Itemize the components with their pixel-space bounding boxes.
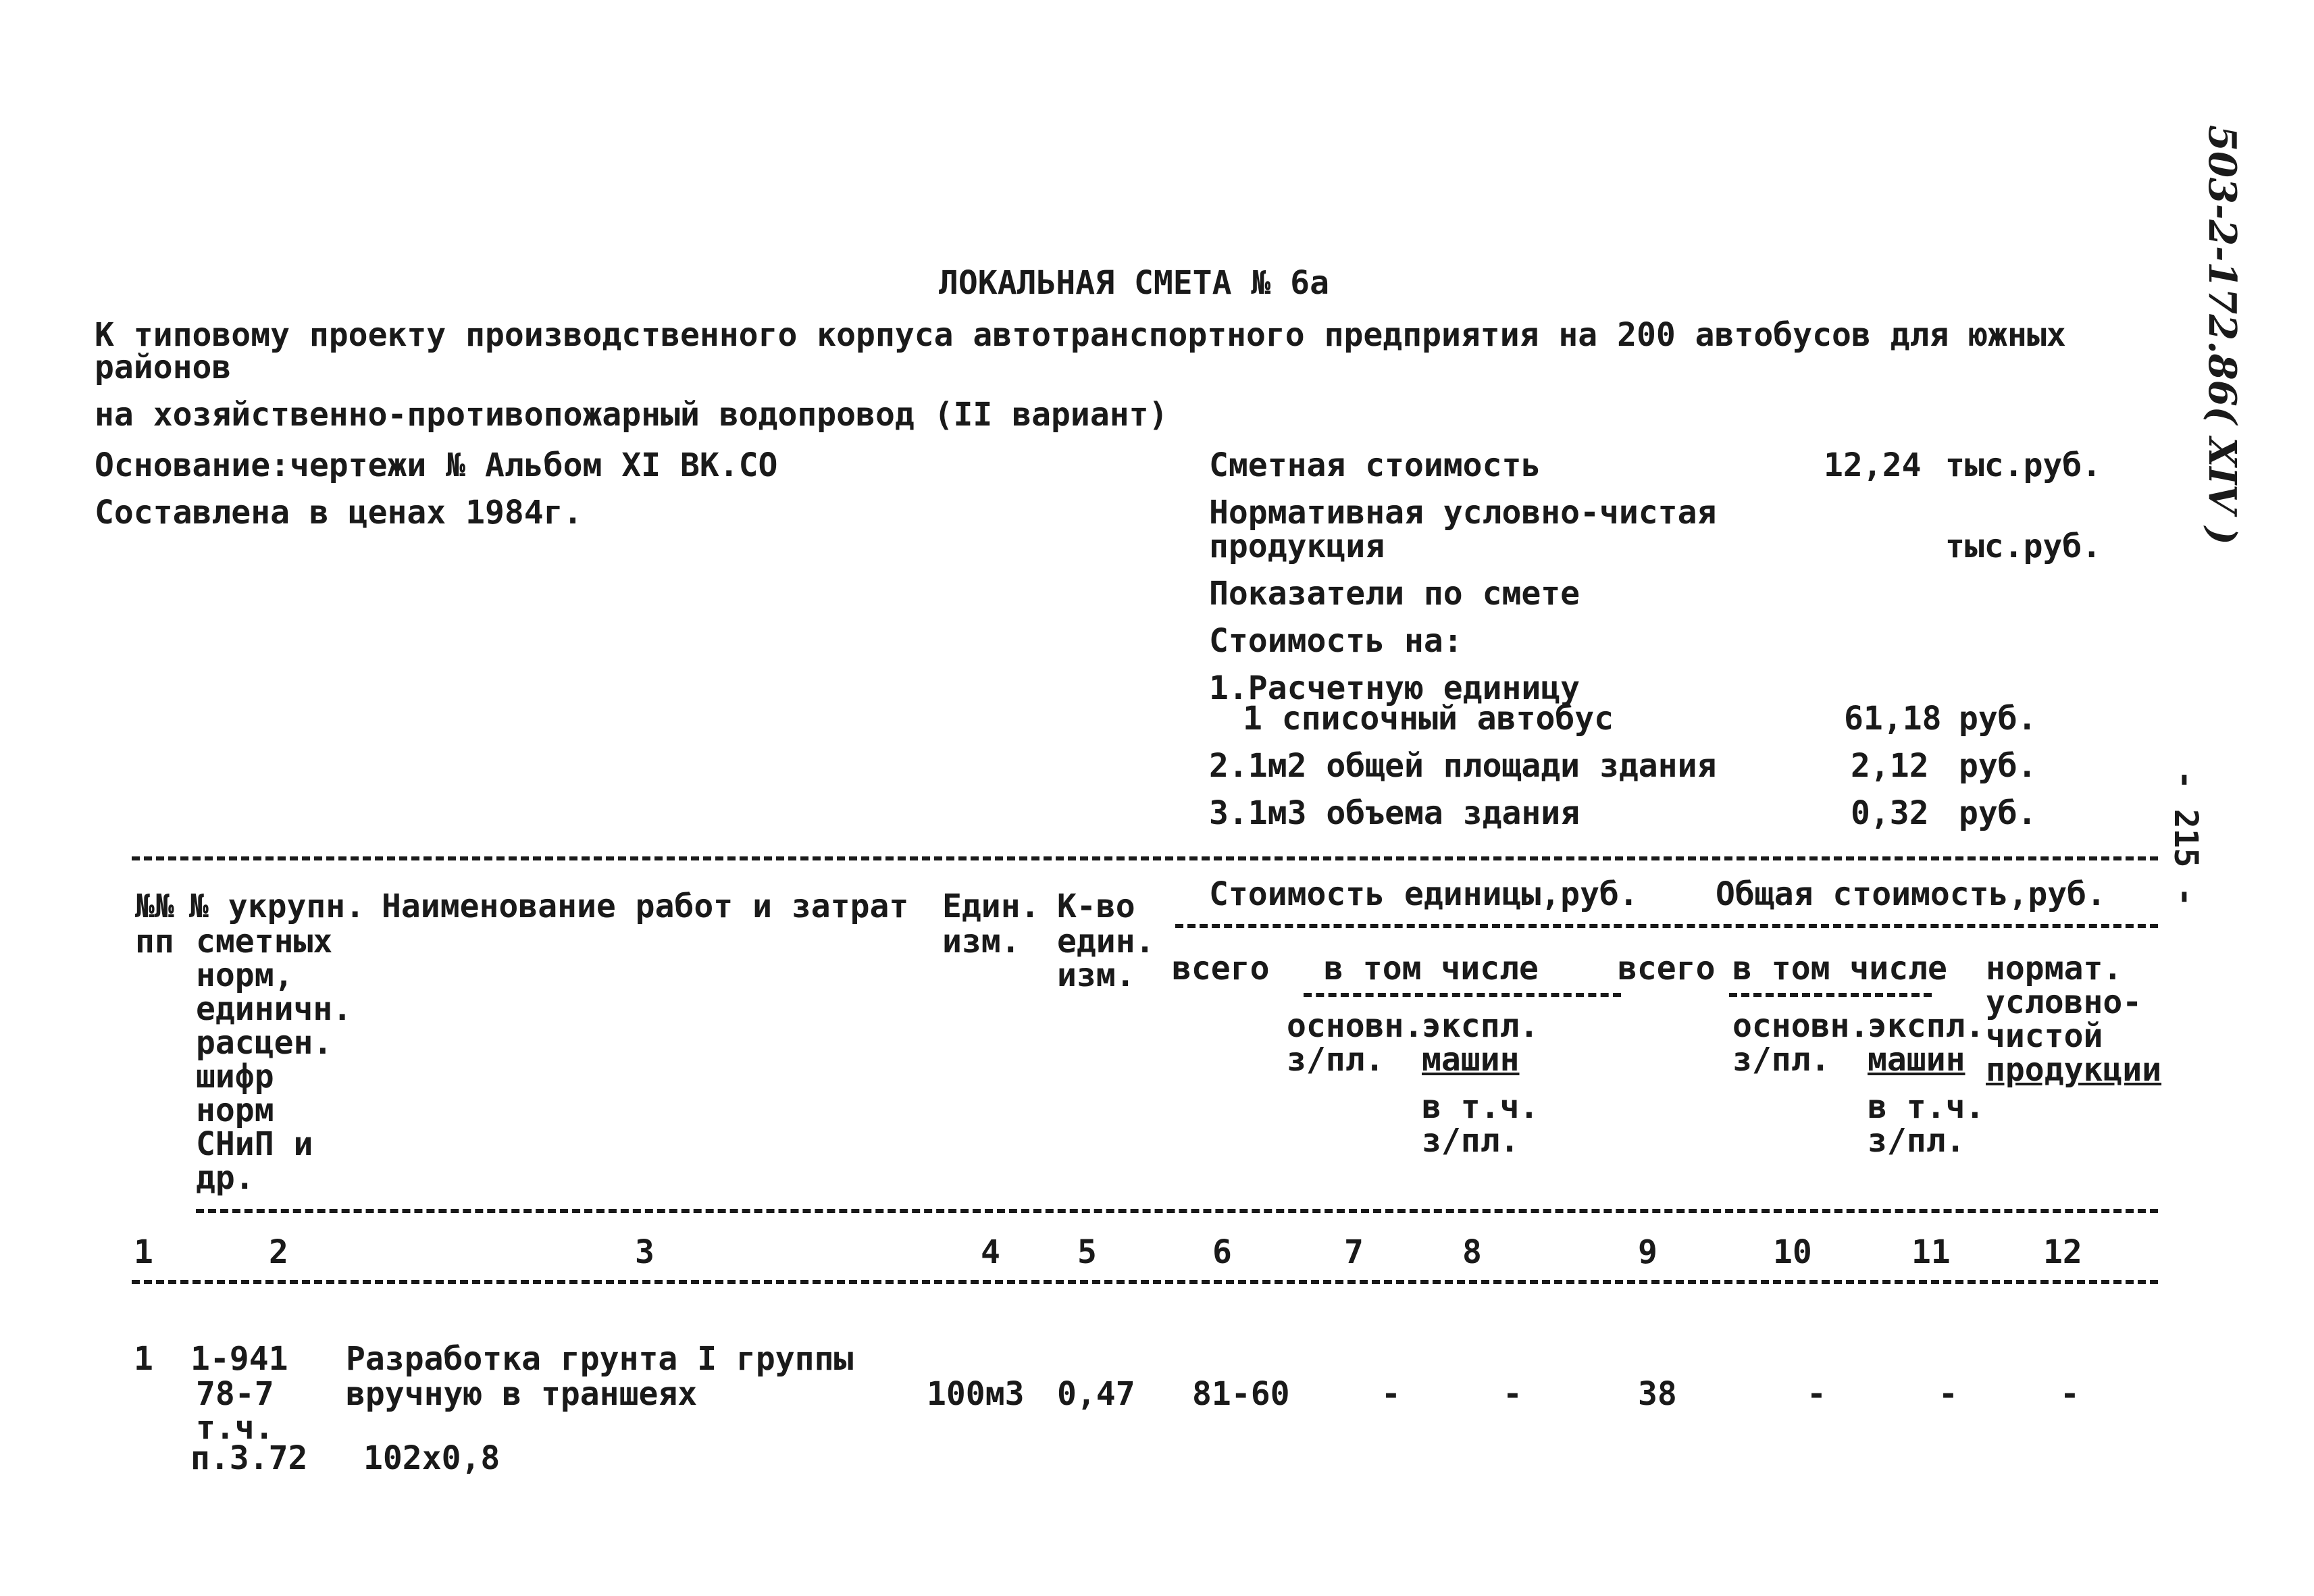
total-total-header: всего bbox=[1618, 950, 1716, 987]
indicator-3-label: 3.1м3 объема здания bbox=[1209, 794, 1580, 832]
col-code-header-line8: СНиП и bbox=[196, 1125, 313, 1163]
column-number-12: 12 bbox=[2043, 1233, 2082, 1271]
indicator-3-value: 0,32 bbox=[1851, 794, 1929, 832]
column-number-9: 9 bbox=[1638, 1233, 1657, 1271]
row-unit-wage: - bbox=[1381, 1375, 1401, 1413]
header-bottom-rule bbox=[196, 1209, 2158, 1213]
row-name-line3: 102х0,8 bbox=[363, 1439, 500, 1477]
indicator-3-unit: руб. bbox=[1959, 794, 2037, 832]
col-name-header: Наименование работ и затрат bbox=[382, 887, 909, 925]
total-including-rule bbox=[1729, 993, 1932, 997]
column-number-10: 10 bbox=[1773, 1233, 1812, 1271]
col-num-header-line1: №№ bbox=[135, 887, 174, 925]
col-qty-header-line3: изм. bbox=[1057, 956, 1135, 994]
col-qty-header-line2: един. bbox=[1057, 923, 1155, 960]
indicator-1-line2: 1 списочный автобус bbox=[1243, 700, 1614, 738]
unit-machines-header-line1: экспл. bbox=[1422, 1007, 1539, 1045]
column-number-7: 7 bbox=[1344, 1233, 1364, 1271]
unit-basic-wage-header-line1: основн. bbox=[1287, 1007, 1424, 1045]
indicators-label: Показатели по смете bbox=[1209, 575, 1580, 613]
col-code-header-line3: норм, bbox=[196, 956, 294, 994]
col-unit-header-line1: Един. bbox=[942, 887, 1040, 925]
unit-including-rule bbox=[1304, 993, 1621, 997]
column-number-1: 1 bbox=[134, 1233, 153, 1271]
col-code-header-line6: шифр bbox=[196, 1058, 274, 1096]
normative-label-line1: Нормативная условно-чистая bbox=[1209, 494, 1717, 532]
col-code-header-line2: сметных bbox=[196, 923, 333, 960]
row-name-line1: Разработка грунта I группы bbox=[346, 1340, 854, 1378]
col-code-header-line9: др. bbox=[196, 1159, 255, 1197]
total-machines-header-line4: з/пл. bbox=[1868, 1122, 1965, 1160]
col-code-header-line4: единичн. bbox=[196, 990, 353, 1028]
row-unit-total: 81-60 bbox=[1192, 1375, 1290, 1413]
cost-on-label: Стоимость на: bbox=[1209, 622, 1463, 660]
document-prices: Составлена в ценах 1984г. bbox=[95, 494, 583, 532]
row-qty: 0,47 bbox=[1057, 1375, 1135, 1413]
column-number-4: 4 bbox=[981, 1233, 1000, 1271]
column-number-3: 3 bbox=[635, 1233, 654, 1271]
indicator-1-line1: 1.Расчетную единицу bbox=[1209, 669, 1580, 707]
total-basic-wage-header-line2: з/пл. bbox=[1732, 1041, 1830, 1079]
document-subtitle-line1: К типовому проекту производственного корпуса автотранспортного предприятия на 200 автобусов для южных bbox=[95, 316, 2066, 354]
document-title: ЛОКАЛЬНАЯ СМЕТА № 6а bbox=[939, 264, 1329, 302]
normative-label-line2: продукция bbox=[1209, 527, 1385, 565]
document-subject: на хозяйственно-противопожарный водопровод (II вариант) bbox=[95, 396, 1168, 434]
column-number-8: 8 bbox=[1462, 1233, 1482, 1271]
indicator-2-value: 2,12 bbox=[1851, 747, 1929, 785]
total-basic-wage-header-line1: основн. bbox=[1732, 1007, 1870, 1045]
unit-total-header: всего bbox=[1172, 950, 1270, 987]
document-subtitle-line2: районов bbox=[95, 349, 232, 386]
estimated-cost-unit: тыс.руб. bbox=[1945, 446, 2102, 484]
column-numbers-rule bbox=[132, 1280, 2158, 1284]
col-qty-header-line1: К-во bbox=[1057, 887, 1135, 925]
unit-machines-header-line3: в т.ч. bbox=[1422, 1088, 1539, 1126]
row-code-line2: 78-7 bbox=[196, 1375, 274, 1413]
col-unit-header-line2: изм. bbox=[942, 923, 1021, 960]
column-number-5: 5 bbox=[1077, 1233, 1097, 1271]
unit-machines-header-line2: машин bbox=[1422, 1041, 1520, 1079]
indicator-1-value: 61,18 bbox=[1844, 700, 1942, 738]
page-number: - 215 - bbox=[2167, 770, 2205, 907]
row-total: 38 bbox=[1638, 1375, 1677, 1413]
normative-unit: тыс.руб. bbox=[1945, 527, 2102, 565]
col-code-header-line5: расцен. bbox=[196, 1024, 333, 1062]
column-number-11: 11 bbox=[1911, 1233, 1951, 1271]
indicator-2-unit: руб. bbox=[1959, 747, 2037, 785]
row-number: 1 bbox=[134, 1340, 153, 1378]
total-including-header: в том числе bbox=[1732, 950, 1947, 987]
row-unit: 100м3 bbox=[927, 1375, 1025, 1413]
col-code-header-line1: № укрупн. bbox=[189, 887, 365, 925]
unit-including-header: в том числе bbox=[1324, 950, 1539, 987]
col-num-header-line2: пп bbox=[135, 923, 174, 960]
normative-header-line2: условно- bbox=[1986, 983, 2142, 1021]
handwritten-code: 503-2-172.86( XIV ) bbox=[2200, 125, 2244, 545]
cost-group-rule bbox=[1175, 924, 2158, 928]
document-basis: Основание:чертежи № Альбом XI ВК.СО bbox=[95, 446, 778, 484]
total-machines-header-line1: экспл. bbox=[1868, 1007, 1985, 1045]
normative-header-line4: продукции bbox=[1986, 1051, 2162, 1089]
unit-basic-wage-header-line2: з/пл. bbox=[1287, 1041, 1385, 1079]
row-code-line1: 1-941 bbox=[190, 1340, 288, 1378]
estimated-cost-label: Сметная стоимость bbox=[1209, 446, 1541, 484]
normative-header-line1: нормат. bbox=[1986, 950, 2123, 987]
row-name-line2: вручную в траншеях bbox=[346, 1375, 698, 1413]
indicator-2-label: 2.1м2 общей площади здания bbox=[1209, 747, 1717, 785]
unit-cost-group-header: Стоимость единицы,руб. bbox=[1209, 875, 1639, 913]
row-total-normative: - bbox=[2060, 1375, 2080, 1413]
total-machines-header-line3: в т.ч. bbox=[1868, 1088, 1985, 1126]
estimated-cost-value: 12,24 bbox=[1824, 446, 1922, 484]
column-number-2: 2 bbox=[269, 1233, 288, 1271]
row-total-machines: - bbox=[1938, 1375, 1958, 1413]
table-top-rule bbox=[132, 856, 2158, 860]
row-total-wage: - bbox=[1807, 1375, 1826, 1413]
row-code-line4: п.3.72 bbox=[190, 1439, 308, 1477]
col-code-header-line7: норм bbox=[196, 1091, 274, 1129]
unit-machines-header-line4: з/пл. bbox=[1422, 1122, 1520, 1160]
column-number-6: 6 bbox=[1212, 1233, 1232, 1271]
row-code-line3: т.ч. bbox=[196, 1409, 274, 1447]
total-machines-header-line2: машин bbox=[1868, 1041, 1965, 1079]
normative-header-line3: чистой bbox=[1986, 1017, 2103, 1055]
indicator-1-unit: руб. bbox=[1959, 700, 2037, 738]
row-unit-machines: - bbox=[1503, 1375, 1522, 1413]
total-cost-group-header: Общая стоимость,руб. bbox=[1716, 875, 2106, 913]
